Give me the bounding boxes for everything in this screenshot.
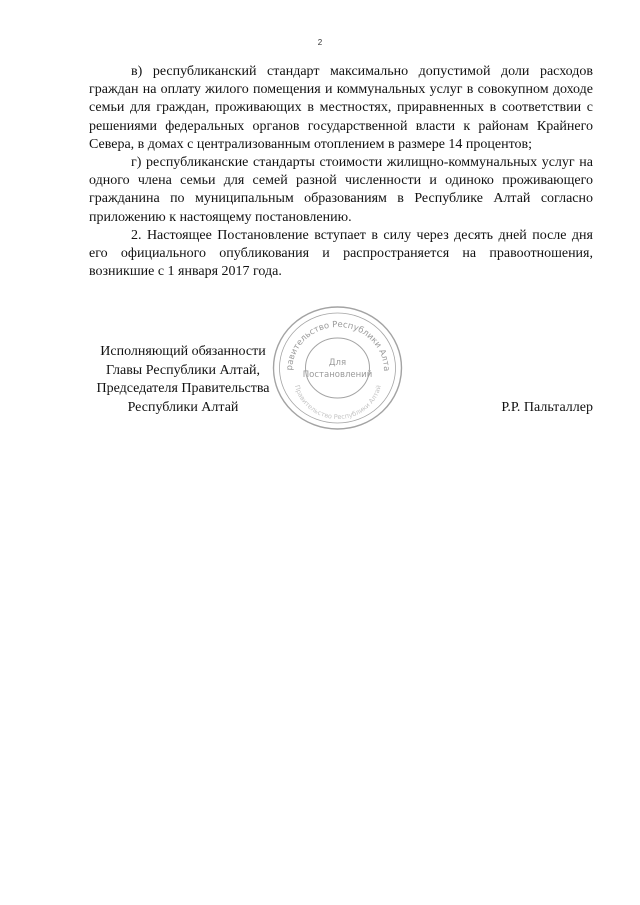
- paragraph-g: г) республиканские стандарты стоимости жилищно-коммунальных услуг на одного члена семьи для семей разной численности и одиноко проживающего гражданина по муниципальным образованиям в Республике Алтай согласно приложению к настоящему постановлению.: [89, 155, 593, 225]
- signatory-title-line: Председателя Правительства: [96, 381, 270, 396]
- stamp-bottom-text: Правительство Республики Алтай: [292, 384, 384, 422]
- stamp-center-ring: [306, 338, 370, 398]
- signatory-name: Р.Р. Пальталлер: [501, 399, 593, 415]
- official-stamp: [270, 303, 405, 433]
- svg-text:Правительство Республики Алтай: [293, 384, 383, 421]
- page-number: 2: [317, 38, 323, 47]
- stamp-inner-line-2: Постановлений: [302, 370, 373, 380]
- stamp-inner-line-1: Для: [328, 358, 347, 368]
- paragraph-2: 2. Настоящее Постановление вступает в силу через десять дней после дня его официального опубликования и распространяется на правоотношения, возникшие с 1 января 2017 года.: [89, 227, 593, 280]
- signatory-title-line: Главы Республики Алтай,: [105, 362, 261, 378]
- signatory-title-line: Республики Алтай: [127, 399, 239, 415]
- stamp-outer-text: равительство Республики Алта: [284, 319, 392, 372]
- signatory-title-line: Исполняющий обязанности: [100, 344, 266, 359]
- paragraph-v: в) республиканский стандарт максимально допустимой доли расходов граждан на оплату жилого помещения и коммунальных услуг в совокупном доходе семьи для граждан, проживающих в местностях, приравненных в соответствии с решениями федеральных органов государственной власти к районам Крайнего Севера, в домах с централизованным отоплением в размере 14 процентов;: [89, 64, 593, 152]
- document-body: [89, 63, 593, 281]
- signatory-title: [89, 343, 277, 417]
- stamp-seal-icon: [270, 303, 405, 433]
